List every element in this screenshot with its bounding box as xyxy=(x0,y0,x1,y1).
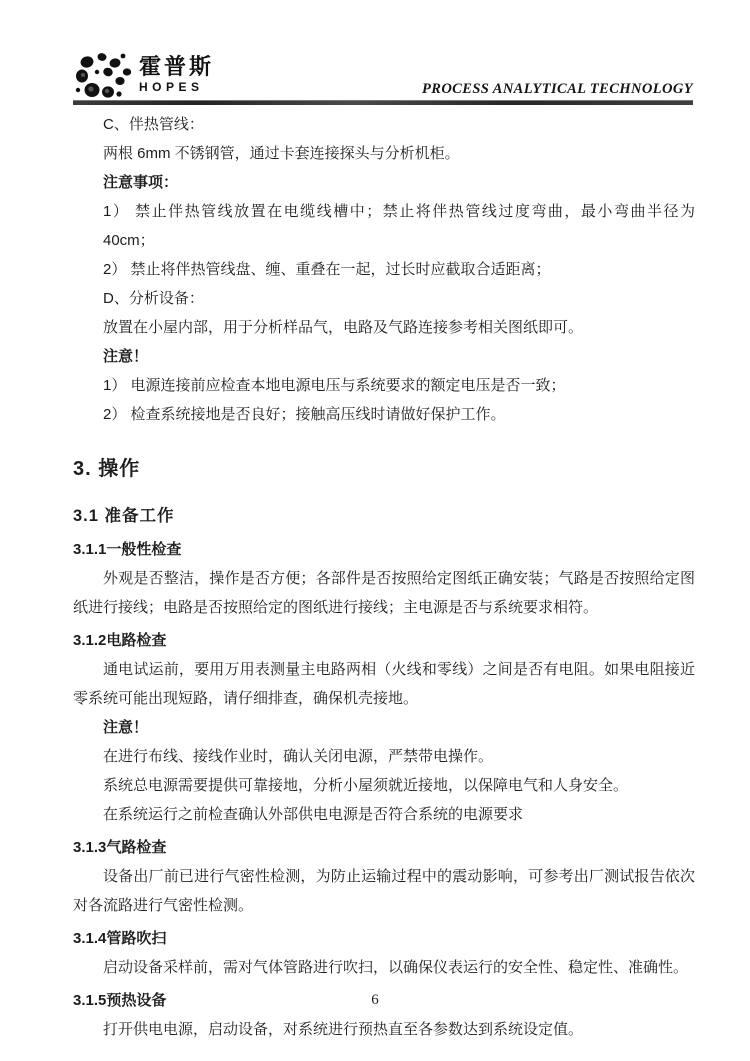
notice-heading: 注意事项： xyxy=(103,174,179,191)
subsubsection-heading: 3.1.1一般性检查 xyxy=(73,541,182,558)
brand-name-cn: 霍普斯 xyxy=(139,54,215,79)
brand-logo xyxy=(75,50,214,102)
brand-name-en: HOPES xyxy=(139,80,204,94)
brand-text xyxy=(139,50,214,93)
subsubsection-heading: 3.1.4管路吹扫 xyxy=(73,930,167,947)
paragraph: 设备出厂前已进行气密性检测，为防止运输过程中的震动影响，可参考出厂测试报告依次对各流路进行气密性检测。 xyxy=(73,868,695,914)
subsubsection-heading: 3.1.3气路检查 xyxy=(73,839,167,856)
notice-line: 系统总电源需要提供可靠接地，分析小屋须就近接地，以保障电气和人身安全。 xyxy=(103,777,629,794)
notice-line: 在系统运行之前检查确认外部供电电源是否符合系统的电源要求 xyxy=(103,806,524,823)
list-item: 2） 检查系统接地是否良好；接触高压线时请做好保护工作。 xyxy=(103,406,506,423)
section-heading: 3. 操作 xyxy=(73,458,141,480)
list-item: 1） 禁止伴热管线放置在电缆线槽中；禁止将伴热管线过度弯曲，最小弯曲半径为 40cm； xyxy=(103,203,695,249)
notice-heading: 注意！ xyxy=(103,719,149,736)
item-label: D、分析设备： xyxy=(103,290,204,307)
subsection-heading: 3.1 准备工作 xyxy=(73,507,175,525)
header-divider xyxy=(73,100,693,105)
page-header xyxy=(73,50,693,100)
list-item: 1） 电源连接前应检查本地电源电压与系统要求的额定电压是否一致； xyxy=(103,377,566,394)
paragraph: 通电试运前，要用万用表测量主电路两相（火线和零线）之间是否有电阻。如果电阻接近零系统可能出现短路，请仔细排查，确保机壳接地。 xyxy=(73,661,695,707)
notice-line: 在进行布线、接线作业时，确认关闭电源，严禁带电操作。 xyxy=(103,748,494,765)
subsubsection-heading: 3.1.5预热设备 xyxy=(73,992,167,1009)
body-line: 两根 6mm 不锈钢管，通过卡套连接探头与分析机柜。 xyxy=(103,145,460,162)
page-number: 6 xyxy=(371,992,379,1008)
notice-heading: 注意！ xyxy=(103,348,149,365)
paragraph: 打开供电电源，启动设备，对系统进行预热直至各参数达到系统设定值。 xyxy=(103,1021,584,1038)
body-line: 放置在小屋内部，用于分析样品气，电路及气路连接参考相关图纸即可。 xyxy=(103,319,584,336)
molecule-cluster-icon xyxy=(75,50,133,102)
item-label: C、伴热管线： xyxy=(103,116,204,133)
document-body xyxy=(73,110,695,1044)
list-item: 2） 禁止将伴热管线盘、缠、重叠在一起，过长时应截取合适距离； xyxy=(103,261,551,278)
subsubsection-heading: 3.1.2电路检查 xyxy=(73,632,167,649)
paragraph: 启动设备采样前，需对气体管路进行吹扫，以确保仪表运行的安全性、稳定性、准确性。 xyxy=(103,959,689,976)
header-tagline: PROCESS ANALYTICAL TECHNOLOGY xyxy=(421,81,693,97)
paragraph: 外观是否整洁，操作是否方便；各部件是否按照给定图纸正确安装；气路是否按照给定图纸进行接线；电路是否按照给定的图纸进行接线；主电源是否与系统要求相符。 xyxy=(73,570,695,616)
page-footer xyxy=(0,992,750,1009)
